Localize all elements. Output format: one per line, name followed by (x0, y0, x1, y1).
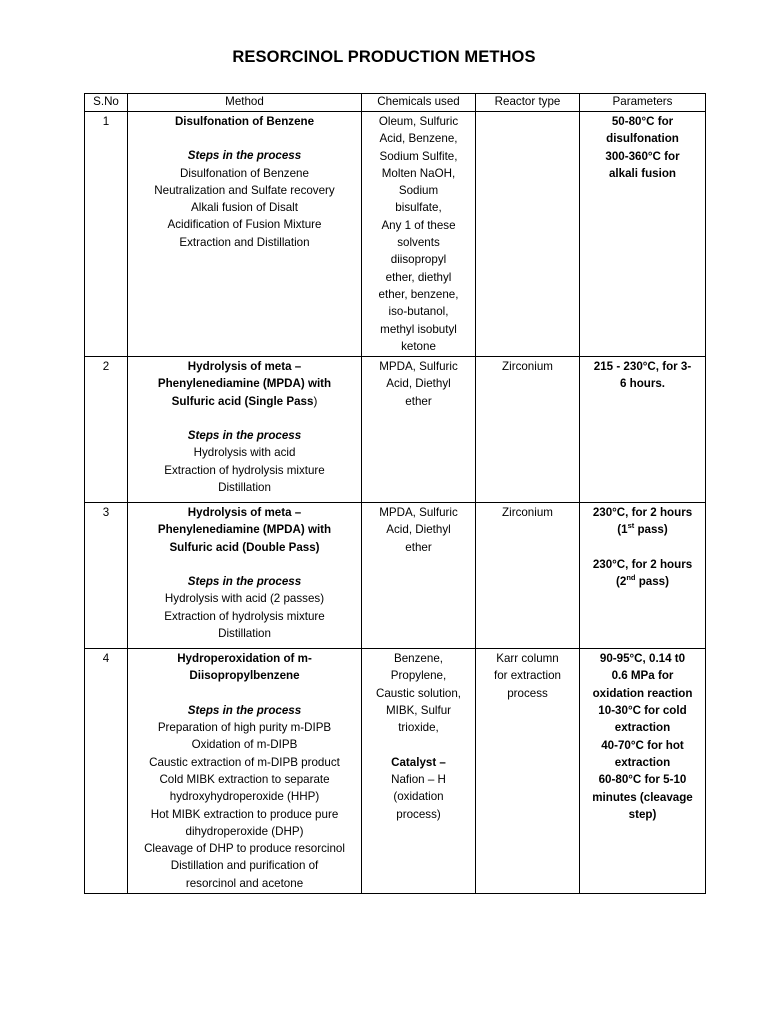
parameters-line: disulfonation (606, 132, 679, 146)
method-title-line: Hydrolysis of meta – (187, 360, 302, 374)
parameters-line: 0.6 MPa for (611, 669, 674, 683)
step-item: hydroxyhydroperoxide (HHP) (169, 790, 320, 804)
table-row (85, 357, 706, 503)
step-item: Cleavage of DHP to produce resorcinol (144, 842, 345, 856)
method-title-part: Sulfuric acid ( (171, 394, 249, 408)
steps-label: Steps in the process (187, 429, 302, 443)
chemicals-line: ketone (401, 339, 436, 353)
cell-sno: 3 (85, 503, 128, 649)
table-row (85, 649, 706, 894)
method-title-line (130, 393, 359, 410)
parameters-line: oxidation reaction (592, 686, 693, 700)
step-item: Distillation (218, 480, 271, 494)
chemicals-line: MPDA, Sulfuric (379, 506, 458, 520)
parameters-line (582, 521, 703, 538)
ordinal-suffix: st (627, 521, 635, 531)
steps-label: Steps in the process (187, 575, 302, 589)
chemicals-line: diisopropyl (390, 253, 447, 267)
catalyst-line: (oxidation (393, 790, 444, 804)
methods-table (84, 93, 706, 894)
pass-suffix: pass) (635, 575, 669, 589)
method-title-line: Phenylenediamine (MPDA) with (157, 523, 332, 537)
cell-chemicals (362, 357, 476, 503)
catalyst-line: process) (396, 807, 441, 821)
pass-suffix: pass) (634, 523, 668, 537)
table-row (85, 503, 706, 649)
step-item: Hydrolysis with acid (193, 446, 296, 460)
chemicals-line: Sodium Sulfite, (379, 149, 458, 163)
parameters-line: 90-95°C, 0.14 t0 (599, 652, 686, 666)
parameters-line: 40-70°C for hot (601, 738, 684, 752)
parameters-line: 230°C, for 2 hours (592, 557, 693, 571)
cell-parameters (580, 357, 706, 503)
cell-parameters (580, 503, 706, 649)
step-item: Distillation and purification of (170, 859, 319, 873)
cell-sno: 4 (85, 649, 128, 894)
spacer (582, 539, 703, 556)
reactor-line: Karr column (496, 652, 559, 666)
parameters-line: 10-30°C for cold (598, 704, 687, 718)
cell-parameters (580, 649, 706, 894)
step-item: Neutralization and Sulfate recovery (154, 183, 335, 197)
header-method: Method (128, 94, 362, 112)
table-row (85, 112, 706, 357)
method-title-part: Single Pass (248, 394, 314, 408)
step-item: Alkali fusion of Disalt (191, 201, 298, 215)
chemicals-line: Acid, Diethyl (386, 523, 451, 537)
step-item: Cold MIBK extraction to separate (159, 772, 330, 786)
parameters-line: 300-360°C for (605, 149, 680, 163)
step-item: Disulfonation of Benzene (180, 166, 309, 180)
cell-parameters (580, 112, 706, 357)
header-parameters: Parameters (580, 94, 706, 112)
cell-method (128, 112, 362, 357)
step-item: Hot MIBK extraction to produce pure (150, 807, 339, 821)
reactor-line: for extraction (493, 669, 561, 683)
step-item: Acidification of Fusion Mixture (167, 218, 322, 232)
parameters-line: minutes (cleavage (592, 790, 693, 804)
chemicals-line: Benzene, (394, 652, 443, 666)
cell-method (128, 357, 362, 503)
cell-reactor (476, 503, 580, 649)
page-title: RESORCINOL PRODUCTION METHOS (232, 48, 536, 66)
header-reactor: Reactor type (476, 94, 580, 112)
pass-prefix: (1 (617, 523, 628, 537)
catalyst-line: Nafion – H (391, 772, 446, 786)
reactor-line: Zirconium (502, 360, 553, 374)
steps-label: Steps in the process (187, 703, 302, 717)
chemicals-line: iso-butanol, (388, 305, 449, 319)
pass-prefix: (2 (616, 575, 627, 589)
table-header-row (85, 94, 706, 112)
chemicals-line: methyl isobutyl (380, 322, 457, 336)
parameters-line: 60-80°C for 5-10 (598, 773, 687, 787)
method-title-part: ) (313, 394, 318, 408)
parameters-line: alkali fusion (608, 166, 676, 180)
method-title-line: Hydrolysis of meta – (187, 506, 302, 520)
chemicals-line: MPDA, Sulfuric (379, 360, 458, 374)
chemicals-line: bisulfate, (395, 201, 442, 215)
cell-reactor (476, 112, 580, 357)
chemicals-line: MIBK, Sulfur (385, 704, 452, 718)
chemicals-line: Acid, Diethyl (386, 377, 451, 391)
chemicals-line: Acid, Benzene, (379, 132, 458, 146)
cell-reactor (476, 357, 580, 503)
catalyst-label: Catalyst – (391, 755, 446, 769)
step-item: Extraction and Distillation (179, 235, 310, 249)
spacer (364, 737, 473, 754)
chemicals-line: Propylene, (390, 669, 447, 683)
chemicals-line: trioxide, (398, 721, 439, 735)
cell-reactor (476, 649, 580, 894)
cell-chemicals (362, 503, 476, 649)
cell-sno: 1 (85, 112, 128, 357)
parameters-line: extraction (614, 755, 671, 769)
chemicals-line: ether, benzene, (378, 287, 459, 301)
cell-sno: 2 (85, 357, 128, 503)
parameters-line: 215 - 230°C, for 3- (593, 360, 692, 374)
chemicals-line: ether (405, 540, 432, 554)
cell-method (128, 503, 362, 649)
method-title-line: Disulfonation of Benzene (174, 115, 315, 128)
parameters-line: 230°C, for 2 hours (592, 506, 693, 520)
cell-chemicals (362, 649, 476, 894)
chemicals-line: Any 1 of these (381, 218, 456, 232)
step-item: Oxidation of m-DIPB (191, 738, 298, 752)
parameters-line: extraction (614, 721, 671, 735)
parameters-line (582, 573, 703, 590)
step-item: Distillation (218, 626, 271, 640)
parameters-line: 6 hours. (619, 377, 666, 391)
chemicals-line: ether (405, 394, 432, 408)
step-item: Extraction of hydrolysis mixture (164, 463, 325, 477)
ordinal-suffix: nd (626, 573, 636, 583)
chemicals-line: Caustic solution, (375, 686, 462, 700)
method-title-line: Hydroperoxidation of m- (177, 652, 312, 666)
step-item: Extraction of hydrolysis mixture (164, 609, 325, 623)
method-title-line: Diisopropylbenzene (189, 669, 300, 683)
reactor-line: Zirconium (502, 506, 553, 520)
cell-chemicals (362, 112, 476, 357)
cell-method (128, 649, 362, 894)
method-title-line: Sulfuric acid (Double Pass) (169, 540, 320, 554)
step-item: resorcinol and acetone (185, 876, 304, 890)
chemicals-line: ether, diethyl (385, 270, 452, 284)
header-chemicals: Chemicals used (362, 94, 476, 112)
header-sno: S.No (85, 94, 128, 112)
chemicals-line: Sodium (398, 184, 439, 198)
reactor-line: process (507, 686, 548, 700)
step-item: dihydroperoxide (DHP) (185, 824, 304, 838)
step-item: Caustic extraction of m-DIPB product (149, 755, 340, 769)
chemicals-line: solvents (397, 236, 440, 250)
method-title-line: Phenylenediamine (MPDA) with (157, 377, 332, 391)
steps-label: Steps in the process (187, 149, 302, 163)
step-item: Hydrolysis with acid (2 passes) (164, 592, 325, 606)
chemicals-line: Oleum, Sulfuric (378, 115, 459, 128)
parameters-line: 50-80°C for (611, 115, 674, 128)
chemicals-line: Molten NaOH, (381, 166, 456, 180)
parameters-line: step) (628, 807, 657, 821)
step-item: Preparation of high purity m-DIPB (157, 721, 332, 735)
